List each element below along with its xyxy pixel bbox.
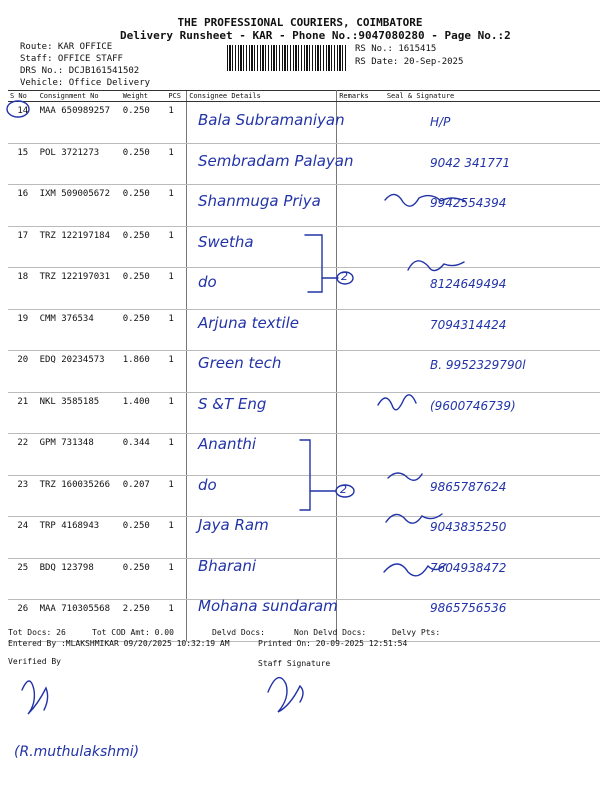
row-sno: 24: [8, 517, 38, 559]
delvd-docs: Delvd Docs:: [212, 628, 265, 637]
row-pcs: 1: [166, 102, 186, 144]
group-count: 2: [340, 483, 347, 496]
row-consignment: MAA 710305568: [38, 600, 121, 642]
row-weight: 0.207: [121, 475, 167, 517]
company-title: THE PROFESSIONAL COURIERS, COIMBATORE: [177, 16, 423, 29]
row-pcs: 1: [166, 600, 186, 642]
route-info: Route: KAR OFFICE: [20, 42, 113, 52]
printed-on: Printed On: 20-09-2025 12:51:54: [258, 639, 408, 648]
row-pcs: 1: [166, 268, 186, 310]
row-sno: 21: [8, 392, 38, 434]
row-pcs: 1: [166, 185, 186, 227]
row-sno: 16: [8, 185, 38, 227]
row-consignment: EDQ 20234573: [38, 351, 121, 393]
staff-info: Staff: OFFICE STAFF: [20, 54, 123, 64]
staff-signature-label: Staff Signature: [258, 659, 331, 668]
row-consignment: BDQ 123798: [38, 558, 121, 600]
bracket-mark: [305, 235, 322, 292]
consignee-handwriting: Mohana sundaram: [198, 597, 338, 615]
row-pcs: 1: [166, 226, 186, 268]
seal-handwriting: 9042 341771: [430, 155, 511, 170]
row-weight: 0.344: [121, 434, 167, 476]
group-count-circle: [337, 272, 353, 284]
col-remarks: Remarks: [337, 91, 385, 102]
signature-scribble: [408, 261, 464, 271]
drs-number: DRS No.: DCJB161541502: [20, 66, 140, 76]
consignee-handwriting: Bharani: [198, 556, 257, 575]
row-weight: 1.400: [121, 392, 167, 434]
row-pcs: 1: [166, 143, 186, 185]
delvy-pts: Delvy Pts:: [392, 628, 441, 637]
row-weight: 0.250: [121, 143, 167, 185]
group-count: 2: [341, 270, 348, 283]
row-sno: 26: [8, 600, 38, 642]
consignee-handwriting: S &T Eng: [198, 394, 267, 413]
seal-handwriting: 7094314424: [430, 317, 507, 332]
col-seal: Seal & Signature: [385, 91, 600, 102]
row-sno: 25: [8, 558, 38, 600]
vehicle-info: Vehicle: Office Delivery: [20, 78, 151, 88]
circle-mark: [7, 101, 29, 117]
col-sno: S No: [8, 91, 38, 102]
row-consignment: TRP 4168943: [38, 517, 121, 559]
staff-signature-mark: [268, 678, 303, 712]
consignee-handwriting: do: [198, 475, 217, 494]
row-consignment: TRZ 122197184: [38, 226, 121, 268]
row-weight: 0.250: [121, 517, 167, 559]
row-pcs: 1: [166, 434, 186, 476]
col-weight: Weight: [121, 91, 167, 102]
seal-handwriting: 9865756536: [430, 601, 507, 615]
runsheet-subtitle: Delivery Runsheet - KAR - Phone No.:9047080280 - Page No.:2: [120, 29, 511, 42]
row-weight: 0.250: [121, 309, 167, 351]
row-weight: 0.250: [121, 268, 167, 310]
seal-handwriting: 9942554394: [430, 196, 507, 210]
row-sno: 14: [8, 102, 38, 144]
signature-scribble: [385, 194, 465, 206]
row-pcs: 1: [166, 309, 186, 351]
seal-handwriting: B. 9952329790l: [430, 358, 526, 372]
row-pcs: 1: [166, 351, 186, 393]
signature-scribble: [378, 395, 416, 410]
consignee-handwriting: Sembradam Palayan: [198, 151, 354, 170]
row-weight: 0.250: [121, 185, 167, 227]
row-weight: 2.250: [121, 600, 167, 642]
verified-by-label: Verified By: [8, 657, 61, 666]
row-pcs: 1: [166, 475, 186, 517]
row-consignment: CMM 376534: [38, 309, 121, 351]
verifier-signature: [22, 681, 48, 714]
row-sno: 18: [8, 268, 38, 310]
bracket-mark: [300, 440, 310, 510]
row-consignment: TRZ 160035266: [38, 475, 121, 517]
row-sno: 19: [8, 309, 38, 351]
row-sno: 20: [8, 351, 38, 393]
row-weight: 0.250: [121, 102, 167, 144]
row-weight: 0.250: [121, 558, 167, 600]
col-consignee: Consignee Details: [187, 91, 337, 102]
consignee-handwriting: Arjuna textile: [198, 313, 300, 332]
consignee-handwriting: Shanmuga Priya: [198, 192, 321, 210]
row-consignment: IXM 509005672: [38, 185, 121, 227]
signature-scribble: [388, 473, 422, 480]
group-count-circle: [336, 485, 354, 497]
seal-handwriting: 7604938472: [430, 560, 507, 575]
rs-date: RS Date: 20-Sep-2025: [355, 57, 464, 67]
verifier-name: (R.muthulakshmi): [14, 744, 140, 760]
consignee-handwriting: Ananthi: [198, 435, 257, 453]
row-weight: 0.250: [121, 226, 167, 268]
row-weight: 1.860: [121, 351, 167, 393]
row-sno: 23: [8, 475, 38, 517]
row-sno: 17: [8, 226, 38, 268]
consignee-handwriting: Bala Subramaniyan: [198, 111, 345, 129]
signature-scribble: [384, 564, 446, 576]
tot-docs: Tot Docs: 26: [8, 628, 66, 637]
row-consignment: MAA 650989257: [38, 102, 121, 144]
row-pcs: 1: [166, 517, 186, 559]
rs-number: RS No.: 1615415: [355, 44, 437, 54]
seal-handwriting: (9600746739): [430, 398, 516, 413]
col-pcs: PCS: [166, 91, 186, 102]
seal-handwriting: H/P: [430, 115, 451, 129]
col-consignment: Consignment No: [38, 91, 121, 102]
seal-handwriting: 9043835250: [430, 520, 507, 534]
row-consignment: NKL 3585185: [38, 392, 121, 434]
consignee-handwriting: Jaya Ram: [198, 516, 269, 534]
consignee-handwriting: Green tech: [198, 354, 282, 372]
row-sno: 15: [8, 143, 38, 185]
seal-handwriting: 9865787624: [430, 479, 507, 494]
consignee-handwriting: Swetha: [198, 232, 254, 251]
row-sno: 22: [8, 434, 38, 476]
row-consignment: POL 3721273: [38, 143, 121, 185]
entered-by: Entered By :MLAKSHMIKAR 09/20/2025 10:32:19 AM: [8, 639, 230, 648]
row-pcs: 1: [166, 392, 186, 434]
row-consignment: TRZ 122197031: [38, 268, 121, 310]
consignee-handwriting: do: [198, 273, 217, 291]
seal-handwriting: 8124649494: [430, 277, 507, 291]
row-consignment: GPM 731348: [38, 434, 121, 476]
row-pcs: 1: [166, 558, 186, 600]
non-delvd-docs: Non Delvd Docs:: [294, 628, 367, 637]
tot-cod: Tot COD Amt: 0.00: [92, 628, 174, 637]
signature-scribble: [386, 514, 442, 523]
